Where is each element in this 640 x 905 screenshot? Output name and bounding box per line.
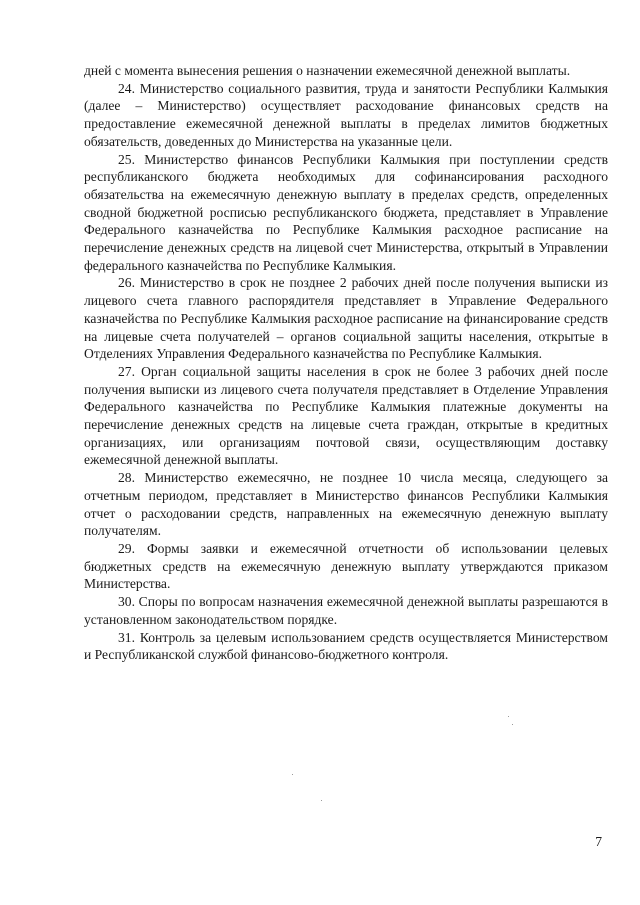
- paragraph-27: 27. Орган социальной защиты населения в срок не более 3 рабочих дней после получения выписки из лицевого счета получателя представляет в Отделение Управления Федерального казначейства по Республике Калмыкия платежные документы на перечисление денежных средств на лицевые счета граждан, открытые в кредитных организациях, или организациям почтовой связи, осуществляющим доставку ежемесячной денежной выплаты.: [84, 363, 608, 468]
- paragraph-28: 28. Министерство ежемесячно, не позднее 10 числа месяца, следующего за отчетным периодом, представляет в Министерство финансов Республики Калмыкия отчет о расходовании средств, направленных на ежемесячную денежную выплату получателям.: [84, 470, 608, 539]
- paragraph-26: 26. Министерство в срок не позднее 2 рабочих дней после получения выписки из лицевого счета главного распорядителя представляет в Управление Федерального казначейства по Республике Калмыкия расходное расписание на финансирование средств на лицевые счета получателей – органов социальной защиты населения, открытые в Отделениях Управления Федерального казначейства по Республике Калмыкия.: [84, 275, 608, 362]
- paragraph-29: 29. Формы заявки и ежемесячной отчетности об использовании целевых бюджетных средств на ежемесячную денежную выплату утверждаются приказом Министерства.: [84, 540, 608, 592]
- paragraph-31: 31. Контроль за целевым использованием средств осуществляется Министерством и Республиканской службой финансово-бюджетного контроля.: [84, 629, 608, 663]
- scan-speck: [508, 716, 509, 717]
- paragraph-25: 25. Министерство финансов Республики Калмыкия при поступлении средств республиканского бюджета необходимых для софинансирования расходного обязательства на ежемесячную денежную выплату в пределах средств, определенных сводной бюджетной росписью республиканского бюджета, представляет в Управление Федерального казначейства по Республике Калмыкия расходное расписание на перечисление денежных средств на лицевой счет Министерства, открытый в Управлении федерального казначейства по Республике Калмыкия.: [84, 151, 608, 273]
- paragraph-24: 24. Министерство социального развития, труда и занятости Республики Калмыкия (далее – Министерство) осуществляет расходование финансовых средств на предоставление ежемесячной денежной выплаты в пределах лимитов бюджетных обязательств, доведенных до Министерства на указанные цели.: [84, 80, 608, 149]
- scan-speck: [321, 800, 322, 801]
- document-body: [84, 62, 608, 664]
- scan-speck: [512, 724, 513, 725]
- scan-speck: [292, 774, 293, 775]
- paragraph-continuation: дней с момента вынесения решения о назначении ежемесячной денежной выплаты.: [84, 63, 571, 78]
- paragraph-30: 30. Споры по вопросам назначения ежемесячной денежной выплаты разрешаются в установленном законодательством порядке.: [84, 594, 608, 627]
- page-number: 7: [595, 834, 602, 849]
